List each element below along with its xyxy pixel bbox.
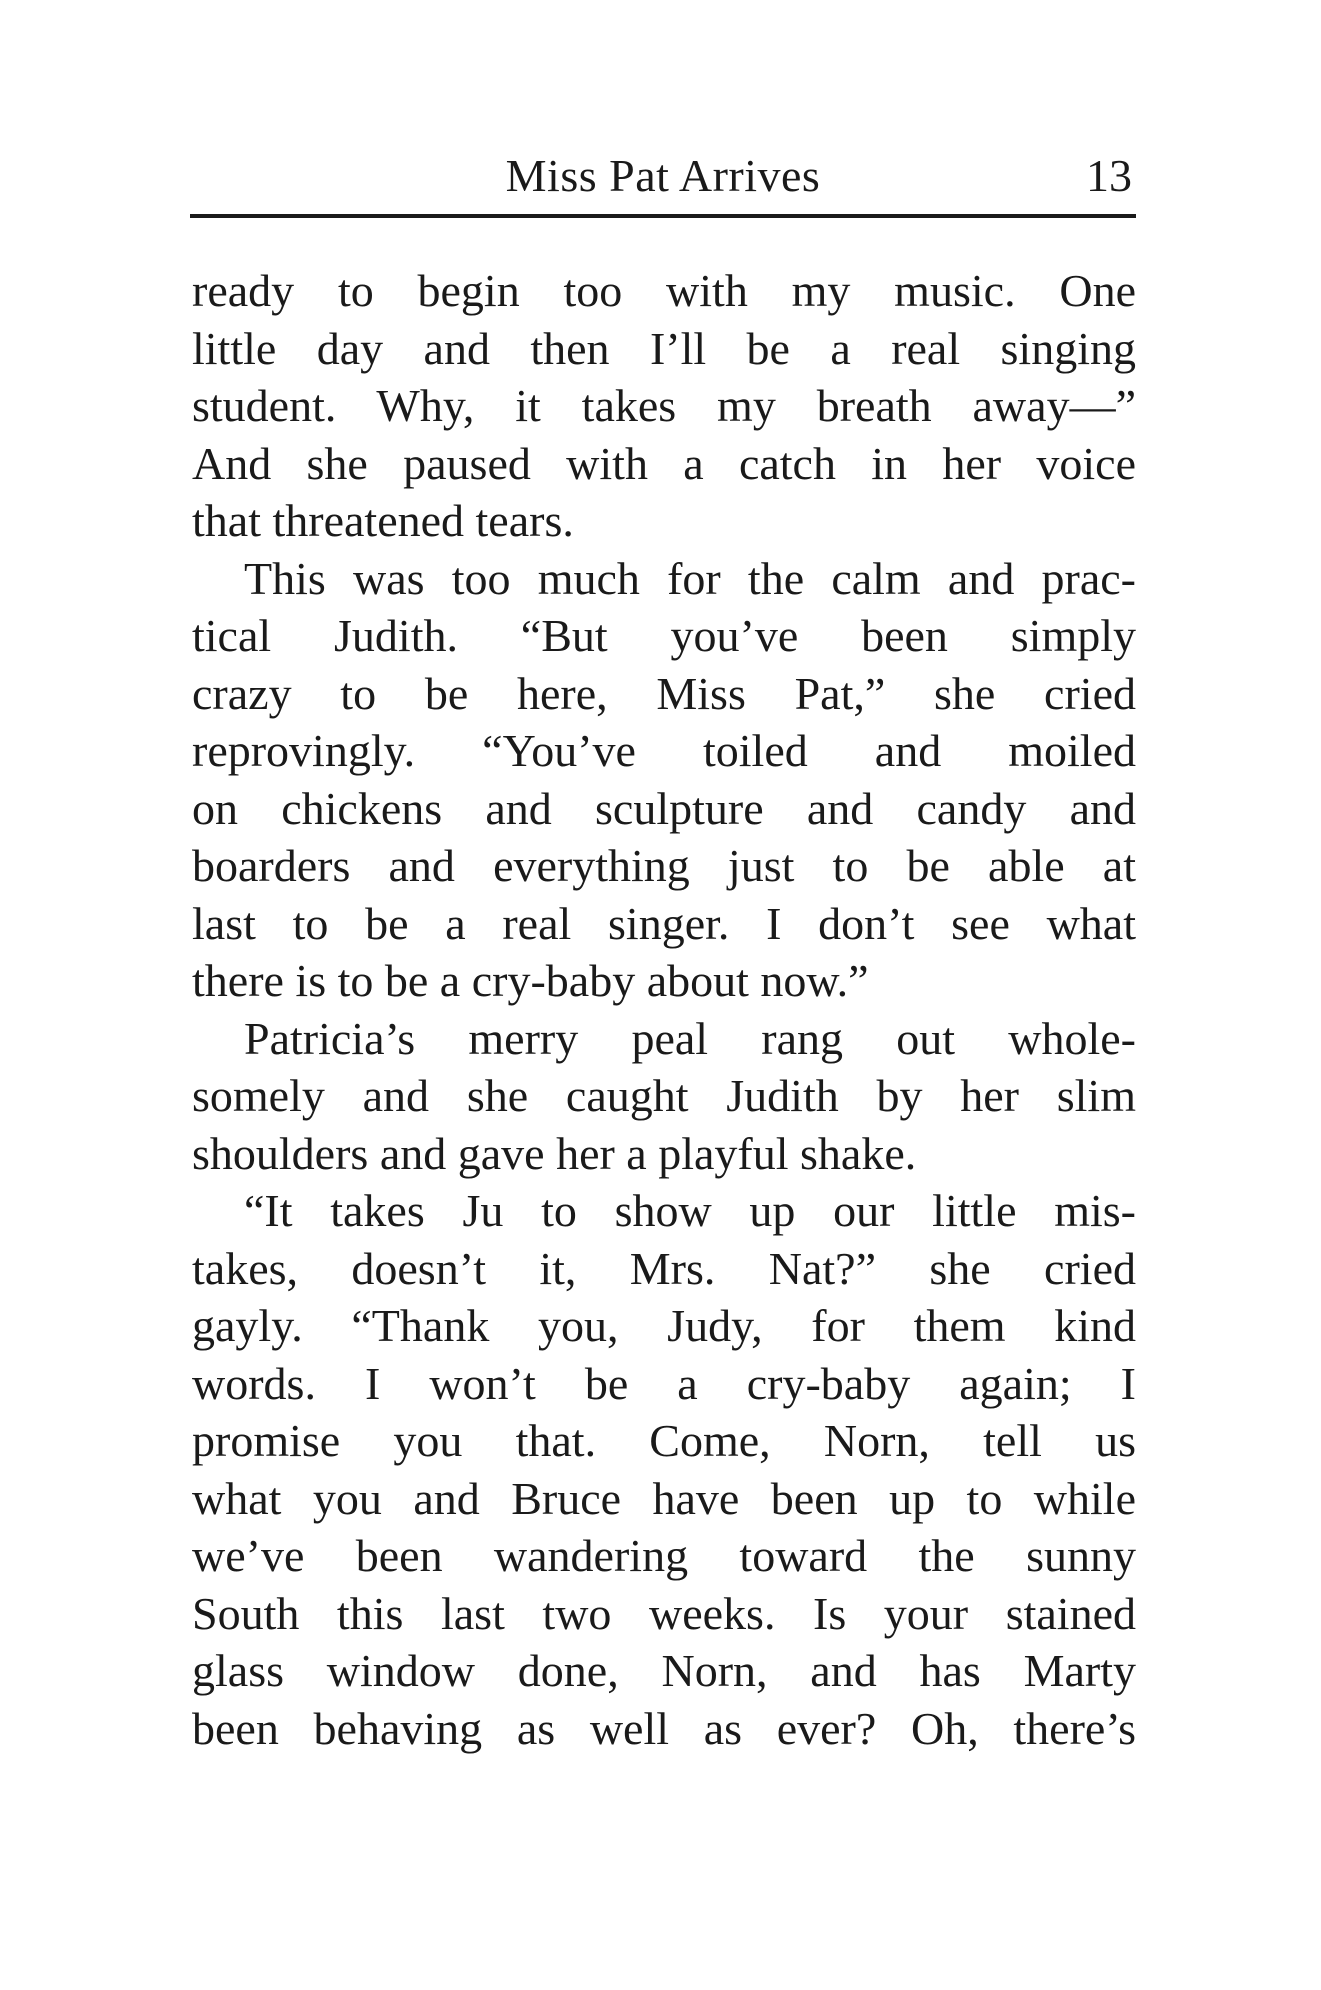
text-line: glass window done, Norn, and has Marty [192, 1645, 1136, 1696]
text-line: somely and she caught Judith by her slim [192, 1070, 1136, 1121]
text-line: shoulders and gave her a playful shake. [192, 1127, 917, 1179]
header-rule [190, 214, 1136, 218]
text-line: reprovingly. “You’ve toiled and moiled [192, 725, 1136, 776]
text-line: we’ve been wandering toward the sunny [192, 1530, 1136, 1581]
running-title: Miss Pat Arrives [505, 150, 821, 201]
text-line: takes, doesn’t it, Mrs. Nat?” she cried [192, 1242, 1136, 1294]
text-line: words. I won’t be a cry-baby again; I [192, 1357, 1136, 1409]
text-line: Patricia’s merry peal rang out whole- [244, 1012, 1136, 1064]
text-line: been behaving as well as ever? Oh, there’s [192, 1702, 1136, 1754]
text-line: last to be a real singer. I don’t see what [192, 897, 1136, 949]
running-header [190, 148, 1136, 208]
text-line: ready to begin too with my music. One [192, 265, 1136, 316]
text-line: promise you that. Come, Norn, tell us [192, 1415, 1136, 1466]
page-number: 13 [1086, 150, 1132, 201]
text-line: And she paused with a catch in her voice [192, 437, 1136, 489]
text-line: on chickens and sculpture and candy and [192, 782, 1136, 834]
text-line: there is to be a cry-baby about now.” [192, 955, 869, 1006]
text-line: South this last two weeks. Is your stained [192, 1587, 1136, 1639]
text-line: boarders and everything just to be able at [192, 840, 1136, 891]
text-line: student. Why, it takes my breath away—” [192, 380, 1136, 431]
text-line: what you and Bruce have been up to while [192, 1472, 1136, 1524]
text-line: “It takes Ju to show up our little mis- [244, 1185, 1136, 1236]
text-line: tical Judith. “But you’ve been simply [192, 610, 1136, 661]
text-line: that threatened tears. [192, 495, 574, 546]
text-line: little day and then I’ll be a real singing [192, 322, 1136, 374]
text-line: gayly. “Thank you, Judy, for them kind [192, 1300, 1136, 1351]
body-text [192, 262, 1136, 1757]
text-line: This was too much for the calm and prac- [244, 552, 1136, 604]
text-line: crazy to be here, Miss Pat,” she cried [192, 667, 1136, 719]
